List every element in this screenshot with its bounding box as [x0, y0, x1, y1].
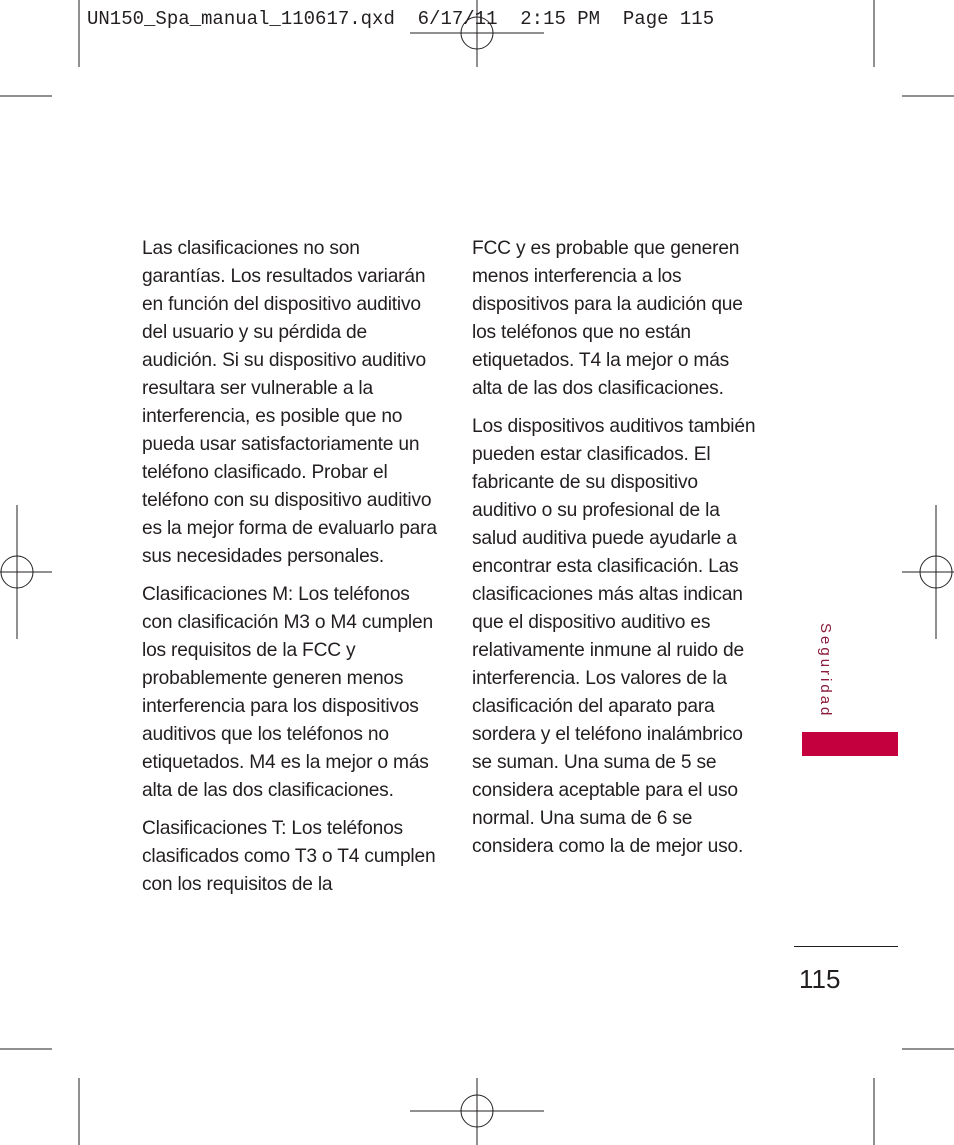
section-tab-marker [802, 732, 898, 756]
registration-mark-bottom [410, 1078, 544, 1145]
print-slug-line: UN150_Spa_manual_110617.qxd 6/17/11 2:15 PM Page 115 [87, 8, 715, 30]
registration-mark-left [0, 505, 52, 639]
paragraph: Los dispositivos auditivos también pueden estar clasificados. El fabricante de su dispositivo auditivo o su profesional de la salud auditiva puede ayudarle a encontrar esta clasificación. Las clasificaciones más altas indican que el dispositivo auditivo es relativamente inmune al ruido de interferencia. Los valores de la clasificación del aparato para sordera y el teléfono inalámbrico se suman. Una suma de 5 se considera aceptable para el uso normal. Una suma de 6 se considera como la de mejor uso. [472, 416, 756, 857]
paragraph: Las clasificaciones no son garantías. Los resultados variarán en función del dispositivo auditivo del usuario y su pérdida de audición. Si su dispositivo auditivo resultara ser vulnerable a la interferencia, es posible que no pueda usar satisfactoriamente un teléfono clasificado. Probar el teléfono con su dispositivo auditivo es la mejor forma de evaluarlo para sus necesidades personales. [142, 238, 437, 567]
right-text-column [472, 235, 764, 871]
registration-mark-top [410, 0, 544, 67]
registration-mark-right [902, 505, 954, 639]
paragraph: Clasificaciones T: Los teléfonos clasificados como T3 o T4 cumplen con los requisitos de la [142, 818, 436, 895]
page-number: 115 [799, 964, 841, 994]
left-text-column [142, 235, 437, 909]
section-side-label: Seguridad [817, 623, 834, 719]
page-number-rule [794, 946, 898, 947]
paragraph: FCC y es probable que generen menos interferencia a los dispositivos para la audición que los teléfonos que no están etiquetados. T4 la mejor o más alta de las dos clasificaciones. [472, 238, 743, 399]
paragraph: Clasificaciones M: Los teléfonos con clasificación M3 o M4 cumplen los requisitos de la FCC y probablemente generen menos interferencia para los dispositivos auditivos que los teléfonos no etiquetados. M4 es la mejor o más alta de las dos clasificaciones. [142, 584, 433, 801]
